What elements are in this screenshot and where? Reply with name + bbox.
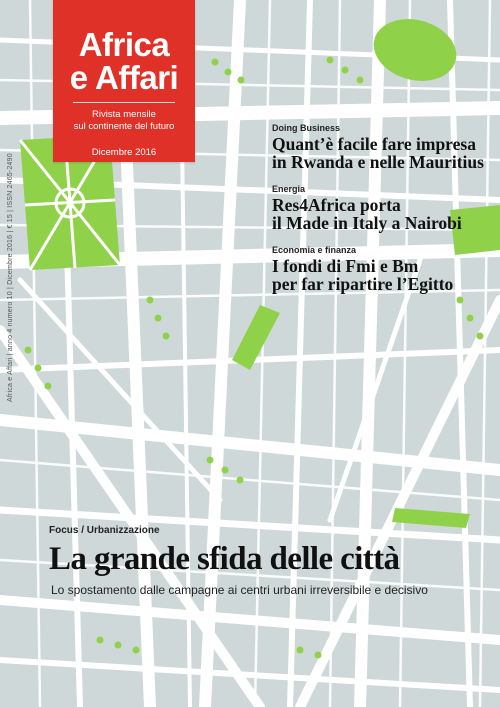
focus-feature[interactable] (30, 517, 470, 611)
magazine-title-line2: e Affari (69, 59, 179, 96)
masthead (53, 0, 195, 162)
tagline-line1: Rivista mensile (92, 109, 156, 120)
story-energia[interactable] (272, 184, 462, 232)
story-headline-line1: Quant’è facile fare impresa (272, 134, 476, 154)
focus-kicker: Focus / Urbanizzazione (49, 525, 160, 536)
story-kicker: Energia (272, 184, 306, 194)
story-kicker: Economia e finanza (272, 245, 357, 255)
story-headline-line1: I fondi di Fmi e Bm (272, 256, 419, 276)
story-doing-business[interactable] (272, 123, 484, 171)
masthead-divider (73, 102, 175, 103)
focus-subtitle: Lo spostamento dalle campagne ai centri urbani irreversibile e decisivo (51, 583, 428, 597)
magazine-title-line1: Africa (78, 26, 170, 63)
story-headline-line2: per far ripartire l’Egitto (272, 274, 454, 294)
tagline-line2: sul continente del futuro (73, 121, 175, 132)
story-economia[interactable] (272, 245, 453, 293)
story-headline-line2: il Made in Italy a Nairobi (272, 213, 462, 233)
story-headline-line2: in Rwanda e nelle Mauritius (272, 152, 484, 172)
story-headline-line1: Res4Africa porta (272, 195, 401, 215)
spine-text: Africa e Affari | anno 4 numero 10 | Dicembre 2016 | € 15 | ISSN 2465-2490 (7, 153, 14, 402)
focus-title: La grande sfida delle città (49, 541, 400, 577)
issue-date: Dicembre 2016 (91, 147, 157, 158)
story-kicker: Doing Business (272, 123, 341, 133)
